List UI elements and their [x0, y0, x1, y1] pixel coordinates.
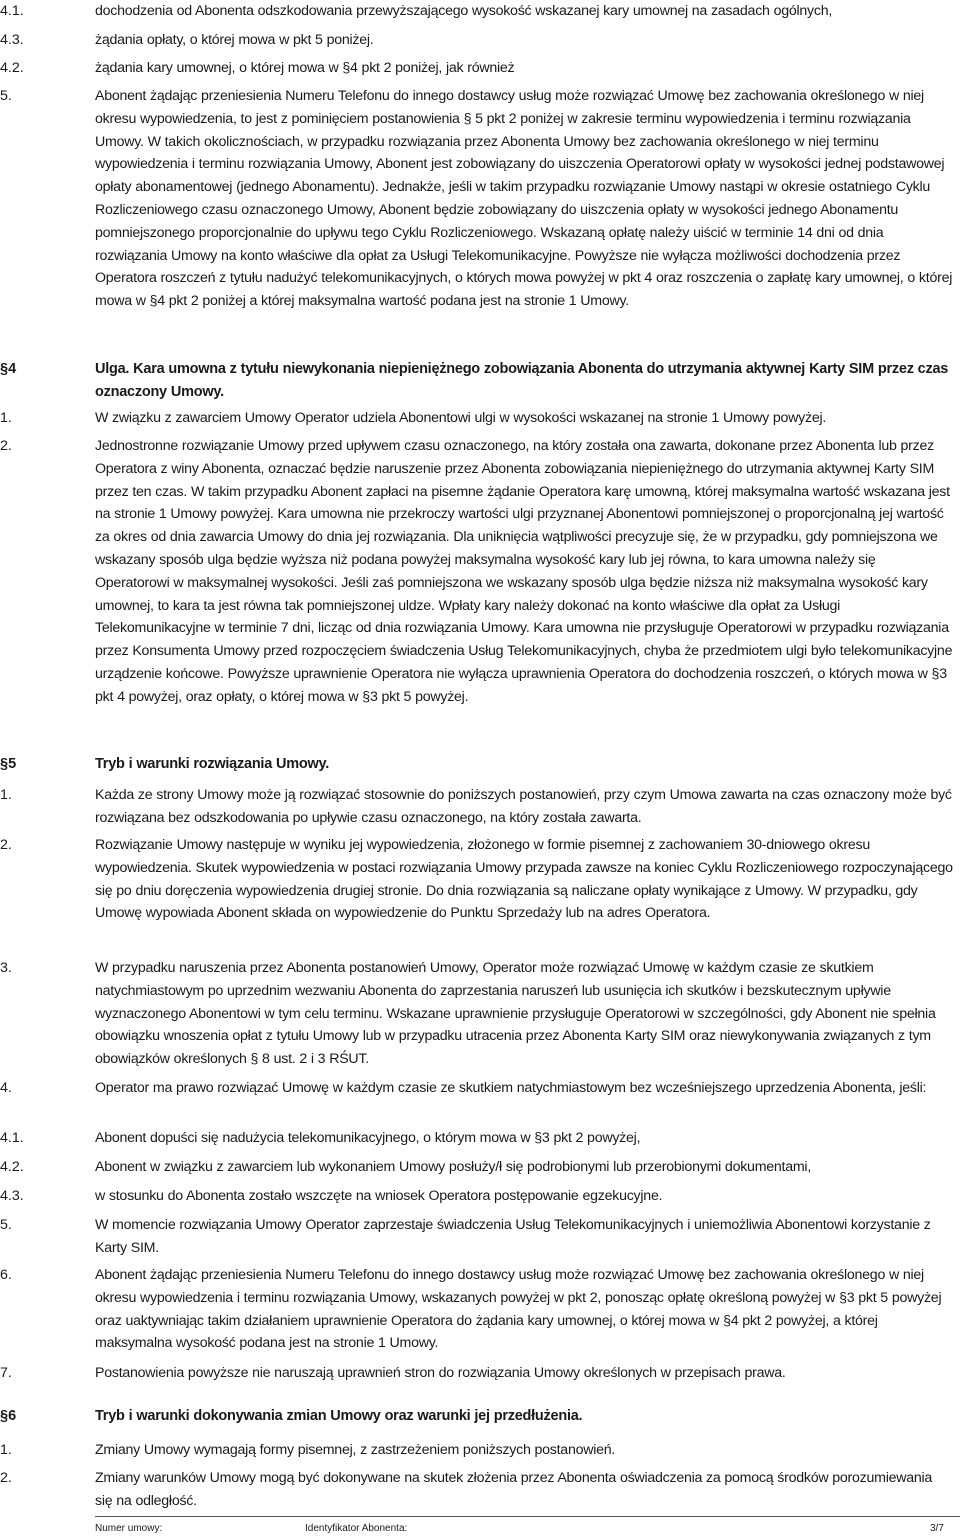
item-text: Każda ze strony Umowy może ją rozwiązać stosownie do poniższych postanowień, przy czym Umowa zawarta na czas oznaczony może być rozwiązana bez odszkodowania po upływie czasu oznaczonego, na który została zawarta. [95, 787, 952, 826]
item-number: 4.1. [0, 3, 24, 19]
item-number: 4. [0, 1080, 12, 1096]
item-text: żądania opłaty, o której mowa w pkt 5 poniżej. [95, 32, 374, 48]
item-number: 4.2. [0, 60, 24, 76]
item-text: W momencie rozwiązania Umowy Operator zaprzestaje świadczenia Usług Telekomunikacyjnych i uniemożliwia Abonentowi korzystanie z Karty SIM. [95, 1217, 931, 1256]
section-number: §4 [0, 361, 17, 377]
item-number: 4.3. [0, 32, 24, 48]
item-number: 4.2. [0, 1159, 24, 1175]
item-text: Abonent dopuści się nadużycia telekomunikacyjnego, o którym mowa w §3 pkt 2 powyżej, [95, 1130, 641, 1146]
item-text: W przypadku naruszenia przez Abonenta postanowień Umowy, Operator może rozwiązać Umowę w każdym czasie ze skutkiem natychmiastowym po uprzednim wezwaniu Abonenta do zaprzestania naruszeń lub usunięcia ich skutków i bezskutecznym upływie wyznaczonego Abonentowi w tym celu terminu. Wskazane uprawnienie przysługuje Operatorowi w szczególności, gdy Abonent nie spełnia obowiązku wnoszenia opłat z tytułu Umowy lub w przypadku utracenia przez Abonenta Karty SIM oraz niewykonywania związanych z tym obowiązków określonych § 8 ust. 2 i 3 RŚUT. [95, 960, 936, 1068]
item-number: 1. [0, 1442, 12, 1458]
item-number: 2. [0, 438, 12, 454]
item-number: 1. [0, 410, 12, 426]
section-title: Tryb i warunki dokonywania zmian Umowy oraz warunki jej przedłużenia. [95, 1408, 583, 1424]
item-number: 2. [0, 1470, 12, 1486]
item-text: dochodzenia od Abonenta odszkodowania przewyższającego wysokość wskazanej kary umownej na zasadach ogólnych, [95, 3, 833, 19]
item-number: 4.3. [0, 1188, 24, 1204]
contract-number-label: Numer umowy: [95, 1523, 163, 1534]
page-number: 3/7 [930, 1523, 944, 1534]
item-text: Zmiany warunków Umowy mogą być dokonywane na skutek złożenia przez Abonenta oświadczenia za pomocą środków porozumiewania się na odległość. [95, 1470, 933, 1509]
section-number: §6 [0, 1408, 17, 1424]
item-text: Abonent w związku z zawarciem lub wykonaniem Umowy posłuży/ł się podrobionymi lub przerobionymi dokumentami, [95, 1159, 812, 1175]
item-number: 5. [0, 88, 12, 104]
item-number: 4.1. [0, 1130, 24, 1146]
section-number: §5 [0, 756, 17, 772]
item-text: Rozwiązanie Umowy następuje w wyniku jej wypowiedzenia, złożonego w formie pisemnej z zachowaniem 30-dniowego okresu wypowiedzenia. Skutek wypowiedzenia w postaci rozwiązania Umowy przypada zawsze na koniec Cyklu Rozliczeniowego rozpoczynającego się po dniu doręczenia wypowiedzenia drugiej stronie. Do dnia rozwiązania są naliczane opłaty wynikające z Umowy. W przypadku, gdy Umowę wypowiada Abonent składa on wypowiedzenie do Punktu Sprzedaży lub na adres Operatora. [95, 837, 953, 922]
item-number: 7. [0, 1365, 12, 1381]
section-title: Tryb i warunki rozwiązania Umowy. [95, 756, 330, 772]
item-number: 2. [0, 837, 12, 853]
item-number: 6. [0, 1267, 12, 1283]
item-text: Postanowienia powyższe nie naruszają uprawnień stron do rozwiązania Umowy określonych w przepisach prawa. [95, 1365, 786, 1381]
item-text: Zmiany Umowy wymagają formy pisemnej, z zastrzeżeniem poniższych postanowień. [95, 1442, 616, 1458]
item-number: 5. [0, 1217, 12, 1233]
item-text: Abonent żądając przeniesienia Numeru Telefonu do innego dostawcy usług może rozwiązać Umowę bez zachowania określonego w niej okresu wypowiedzenia, to jest z pominięciem postanowienia § 5 pkt 2 poniżej w zakresie terminu wypowiedzenia i terminu rozwiązania Umowy. W takich okolicznościach, w przypadku rozwiązania przez Abonenta Umowy bez zachowania określonego w niej terminu wypowiedzenia i terminu rozwiązania Umowy, Abonent jest zobowiązany do uiszczenia Operatorowi opłaty w wysokości jednej podstawowej opłaty abonamentowej (jednego Abonamentu). Jednakże, jeśli w takim przypadku rozwiązanie Umowy nastąpi w okresie ostatniego Cyklu Rozliczeniowego czasu oznaczonego Umowy, Abonent będzie zobowiązany do uiszczenia opłaty w wysokości jednego Abonamentu pomniejszonego proporcjonalnie do upływu tego Cyklu Rozliczeniowego. Wskazaną opłatę należy uiścić w terminie 14 dni od dnia rozwiązania Umowy na konto właściwe dla opłat za Usługi Telekomunikacyjne. Powyższe nie wyłącza możliwości dochodzenia przez Operatora roszczeń z tytułu nadużyć telekomunikacyjnych, o których mowa powyżej w pkt 4 oraz roszczenia o zapłatę kary umownej, o której mowa w §4 pkt 2 poniżej a której maksymalna wartość podana jest na stronie 1 Umowy. [95, 88, 953, 310]
item-text: żądania kary umownej, o której mowa w §4 pkt 2 poniżej, jak również [95, 60, 515, 76]
item-number: 3. [0, 960, 12, 976]
item-text: Operator ma prawo rozwiązać Umowę w każdym czasie ze skutkiem natychmiastowym bez wcześniejszego uprzedzenia Abonenta, jeśli: [95, 1080, 927, 1096]
item-text: Jednostronne rozwiązanie Umowy przed upływem czasu oznaczonego, na który została ona zawarta, dokonane przez Abonenta lub przez Operatora z winy Abonenta, oznaczać będzie naruszenie przez Abonenta zobowiązania niepieniężnego do utrzymania aktywnej Karty SIM przez ten czas. W takim przypadku Abonent zapłaci na pisemne żądanie Operatora karę umowną, której maksymalna wartość wskazana jest na stronie 1 Umowy powyżej. Kara umowna nie przekroczy wartości ulgi przyznanej Abonentowi pomniejszonej o proporcjonalną jej wartość za okres od dnia zawarcia Umowy do dnia jej rozwiązania. Dla uniknięcia wątpliwości precyzuje się, że w przypadku, gdy pomniejszona we wskazany sposób ulga będzie wyższa niż podana powyżej maksymalna wysokość kary lub jej równa, to kara umowna należy się Operatorowi w maksymalnej wysokości. Jeśli zaś pomniejszona we wskazany sposób ulga będzie niższa niż maksymalna wysokość kary umownej, to kara ta jest równa tak pomniejszonej uldze. Wpłaty kary należy dokonać na konto właściwe dla opłat za Usługi Telekomunikacyjne w terminie 7 dni, licząc od dnia rozwiązania Umowy. Kara umowna nie przysługuje Operatorowi w przypadku rozwiązania przez Konsumenta Umowy przed rozpoczęciem świadczenia Usług Telekomunikacyjnych, chyba że przedmiotem ulgi było telekomunikacyjne urządzenie końcowe. Powyższe uprawnienie Operatora nie wyłącza uprawnienia Operatora do dochodzenia roszczeń, o których mowa w §3 pkt 4 powyżej, oraz opłaty, o której mowa w §3 pkt 5 powyżej. [95, 438, 953, 705]
item-number: 1. [0, 787, 12, 803]
item-text: W związku z zawarciem Umowy Operator udziela Abonentowi ulgi w wysokości wskazanej na stronie 1 Umowy powyżej. [95, 410, 827, 426]
footer-divider [95, 1516, 960, 1517]
item-text: w stosunku do Abonenta zostało wszczęte na wniosek Operatora postępowanie egzekucyjne. [95, 1188, 663, 1204]
section-title: Ulga. Kara umowna z tytułu niewykonania niepieniężnego zobowiązania Abonenta do utrzymania aktywnej Karty SIM przez czas oznaczony Umowy. [95, 361, 949, 400]
item-text: Abonent żądając przeniesienia Numeru Telefonu do innego dostawcy usług może rozwiązać Umowę bez zachowania określonego w niej okresu wypowiedzenia i terminu rozwiązania Umowy, wskazanych powyżej w pkt 2, ponosząc opłatę określoną powyżej w §3 pkt 5 powyżej oraz uaktywniając takim działaniem uprawnienie Operatora do żądania kary umownej, o której mowa w §4 pkt 2 powyżej, a której maksymalna wysokość podana jest na stronie 1 Umowy. [95, 1267, 942, 1352]
subscriber-id-label: Identyfikator Abonenta: [305, 1523, 408, 1534]
